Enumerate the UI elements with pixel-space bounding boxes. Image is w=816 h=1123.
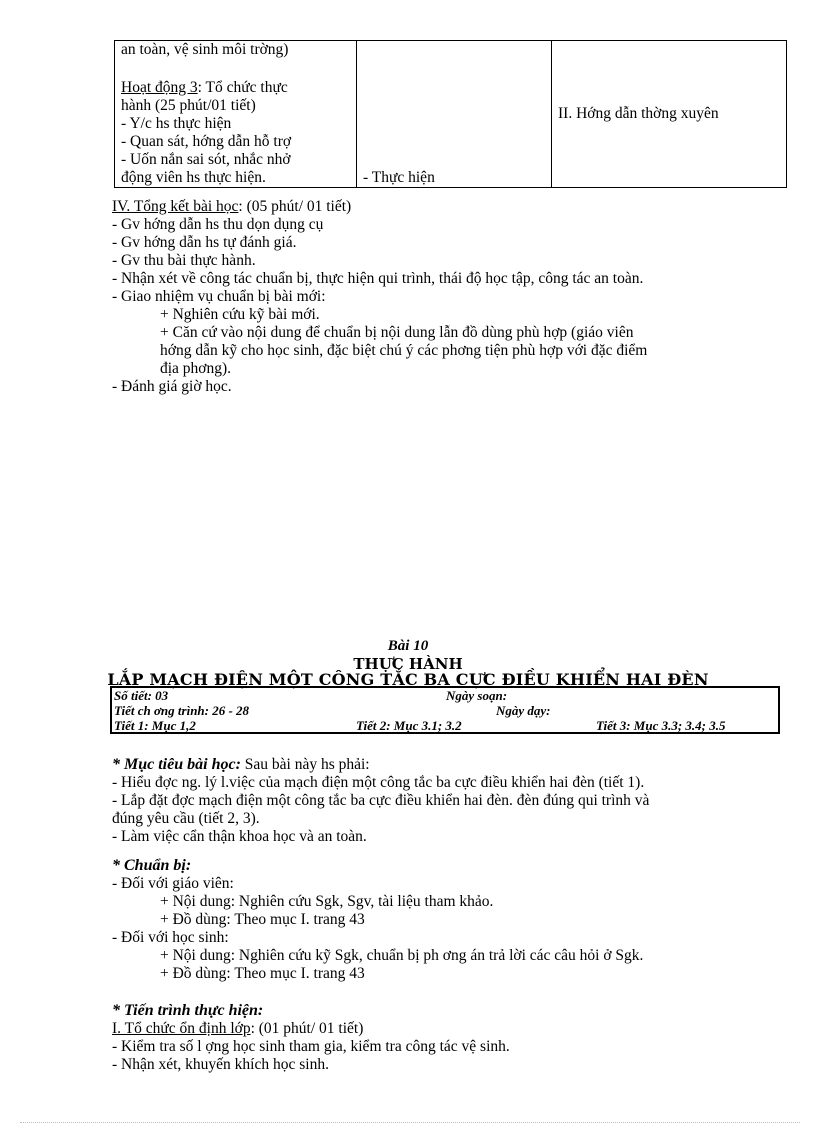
activity-table: [114, 40, 787, 188]
summary-line: - Nhận xét về công tác chuẩn bị, thực hiện qui trình, thái độ học tập, công tác an toàn.: [112, 270, 644, 287]
summary-sub: + Căn cứ vào nội dung để chuẩn bị nội dung lẫn đồ dùng phù hợp (giáo viên: [160, 324, 634, 341]
summary-sub: + Nghiên cứu kỹ bài mới.: [160, 306, 320, 323]
progress-section: I. Tổ chức ổn định lớp: (01 phút/ 01 tiết): [112, 1020, 364, 1037]
student-activity-cell: - Thực hiện: [357, 41, 552, 188]
progress-heading: * Tiến trình thực hiện:: [112, 1002, 264, 1019]
summary-line: - Giao nhiệm vụ chuẩn bị bài mới:: [112, 288, 326, 305]
summary-line: - Gv thu bài thực hành.: [112, 252, 256, 269]
objectives-heading: * Mục tiêu bài học: Sau bài này hs phải:: [112, 756, 370, 773]
activity-3-label: Hoạt động 3: [121, 79, 198, 96]
summary-line: - Đánh giá giờ học.: [112, 378, 232, 395]
summary-line: - Gv hớng dẫn hs thu dọn dụng cụ: [112, 216, 324, 233]
lesson-title: LẮP MẠCH ĐIỆN MỘT CÔNG TẮC BA CỰC ĐIỀU KHIỂN HAI ĐÈN: [107, 670, 709, 689]
summary-title: IV. Tổng kết bài học: (05 phút/ 01 tiết): [112, 198, 352, 215]
summary-sub: địa phơng).: [160, 360, 232, 377]
lesson-number: Bài 10: [387, 638, 429, 654]
cell-text: an toàn, vệ sinh môi trờng): [121, 41, 289, 58]
summary-line: - Gv hớng dẫn hs tự đánh giá.: [112, 234, 297, 251]
prep-heading: * Chuẩn bị:: [112, 857, 192, 874]
teacher-activity-cell: an toàn, vệ sinh môi trờng) Hoạt động 3: Tổ chức thực hành (25 phút/01 tiết) - Y/c hs thực hiện - Quan sát, hớng dẫn hỗ trợ - Uốn nắn sai sót, nhắc nhở động viên hs thực hiện.: [115, 41, 357, 188]
lesson-info-box: Số tiết: 03 Ngày soạn: Tiết ch ơng trình: 26 - 28 Ngày dạy: Tiết 1: Mục 1,2 Tiết 2: Mục 3.1; 3.2 Tiết 3: Mục 3.3; 3.4; 3.5: [110, 686, 780, 734]
summary-sub: hớng dẫn kỹ cho học sinh, đặc biệt chú ý các phơng tiện phù hợp với đặc điểm: [160, 342, 648, 359]
lesson-type: THỰC HÀNH: [353, 655, 463, 673]
content-cell: II. Hớng dẫn thờng xuyên: [552, 41, 787, 188]
